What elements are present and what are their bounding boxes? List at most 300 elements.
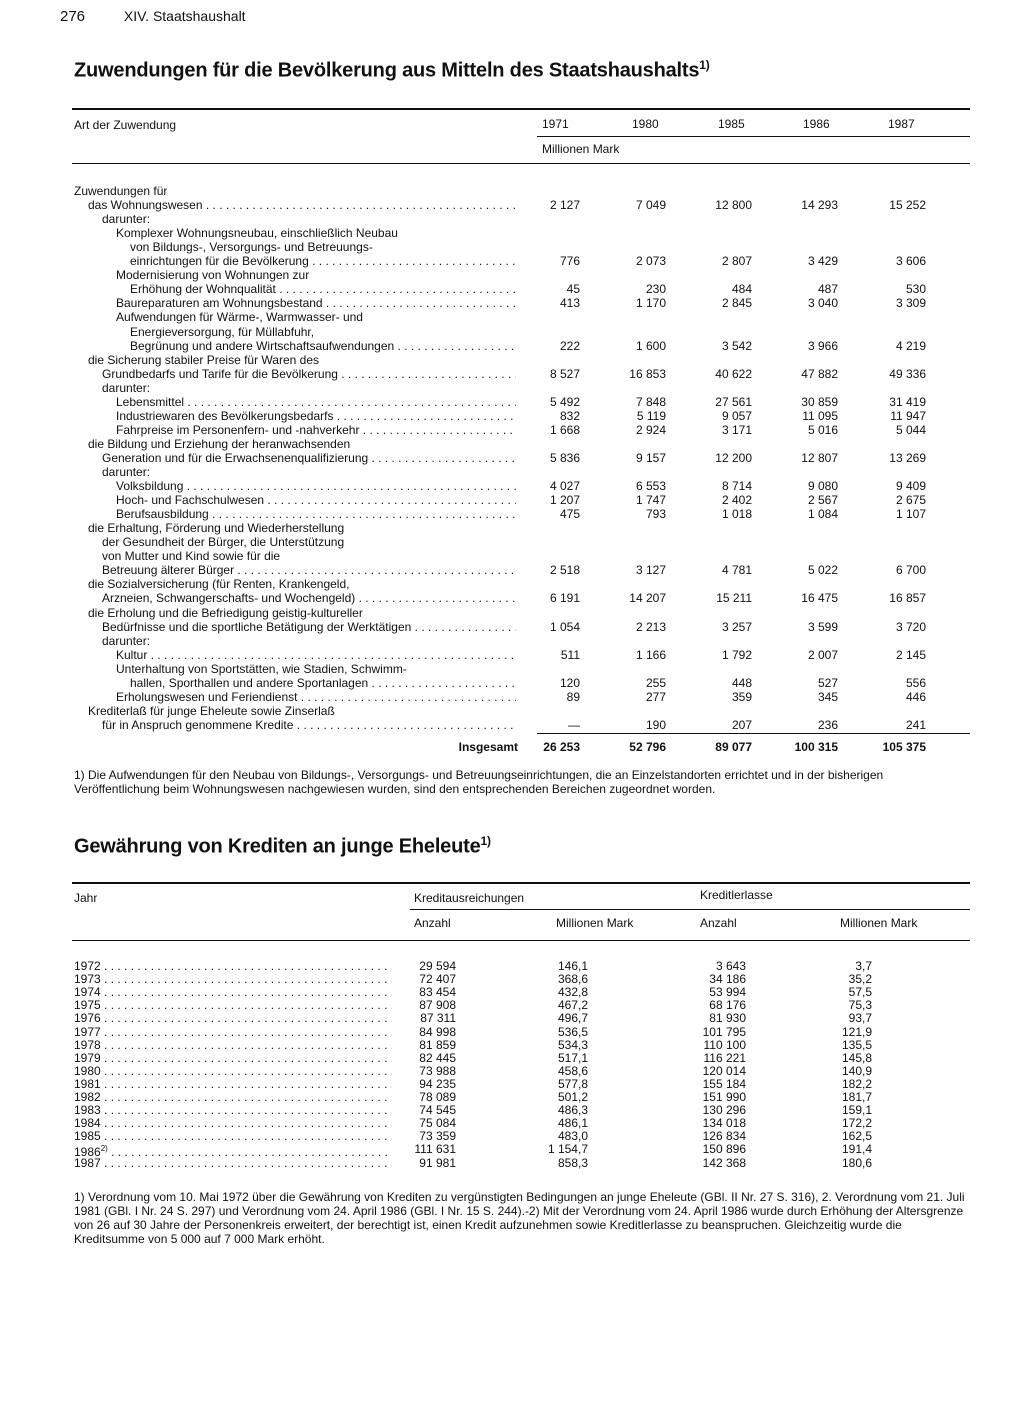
row-value-a1: 73 988 xyxy=(419,1063,456,1078)
year-label: 1972 . . . xyxy=(74,959,392,973)
row-label: die Erhaltung, Förderung und Wiederherstellung xyxy=(88,521,345,536)
table-row xyxy=(0,310,1024,324)
table-row xyxy=(0,1116,1024,1130)
row-label: einrichtungen für die Bevölkerung . . . xyxy=(130,254,516,268)
row-value: 40 622 xyxy=(715,366,752,381)
row-label: darunter: xyxy=(102,465,151,479)
row-label: Arzneien, Schwangerschafts- und Wochengeld) . . . xyxy=(102,591,516,605)
row-label: von Bildungs-, Versorgungs- und Betreuungs- xyxy=(130,240,373,255)
row-label: Baureparaturen am Wohnungsbestand . . . xyxy=(116,296,516,310)
row-value: 11 095 xyxy=(802,408,838,423)
row-value-a2: 155 184 xyxy=(702,1076,746,1091)
table2-header-rule xyxy=(72,940,970,941)
table2-group-rule xyxy=(410,909,970,910)
row-value: 1 747 xyxy=(635,493,666,508)
year-header: 1971 xyxy=(542,117,569,131)
year-header: 1980 xyxy=(632,117,659,131)
table-row xyxy=(0,1064,1024,1078)
row-value-a2: 53 994 xyxy=(709,985,746,1000)
row-value-a1: 91 981 xyxy=(419,1155,456,1170)
row-value-m1: 1 154,7 xyxy=(547,1142,588,1157)
row-value-m1: 536,5 xyxy=(557,1024,588,1039)
table-row xyxy=(0,1142,1024,1160)
table2-sub-mio-2: Millionen Mark xyxy=(840,916,918,930)
row-value: 120 xyxy=(559,675,580,690)
row-value: 413 xyxy=(559,296,580,311)
row-value: 9 080 xyxy=(807,479,838,494)
row-label: das Wohnungswesen . . . xyxy=(88,198,516,212)
row-value-m2: 121,9 xyxy=(841,1024,872,1039)
row-value: 9 409 xyxy=(895,479,926,494)
table1-total-rule xyxy=(537,733,970,734)
row-value: 1 107 xyxy=(895,507,926,522)
row-value: 7 848 xyxy=(635,394,666,409)
table-row xyxy=(0,1011,1024,1025)
total-value: 105 375 xyxy=(882,740,926,754)
row-value: 1 166 xyxy=(635,647,666,662)
row-value: 49 336 xyxy=(889,366,926,381)
row-label: Fahrpreise im Personenfern- und -nahverkehr . . . xyxy=(116,423,516,437)
table-row xyxy=(0,563,1024,577)
row-value: 9 057 xyxy=(721,408,752,423)
row-value: 190 xyxy=(645,717,666,732)
row-label: Energieversorgung, für Müllabfuhr, xyxy=(130,324,315,339)
row-value-a2: 81 930 xyxy=(709,1011,746,1026)
row-value: — xyxy=(568,717,580,732)
row-value: 1 668 xyxy=(549,422,580,437)
row-label: darunter: xyxy=(102,380,151,395)
row-value-m1: 467,2 xyxy=(557,998,588,1013)
row-value-m1: 486,1 xyxy=(557,1116,588,1131)
year-label: 1977 . . . xyxy=(74,1025,392,1039)
row-value: 222 xyxy=(559,338,580,353)
table-row xyxy=(0,577,1024,591)
row-value: 832 xyxy=(559,408,580,423)
row-value-m1: 146,1 xyxy=(557,959,588,973)
year-label: 1981 . . . xyxy=(74,1077,392,1091)
table2-top-rule xyxy=(72,882,970,884)
table-row xyxy=(0,704,1024,718)
row-value: 484 xyxy=(731,282,752,297)
table-row xyxy=(0,493,1024,507)
row-value-m1: 432,8 xyxy=(557,985,588,1000)
row-label: hallen, Sporthallen und andere Sportanlagen . . . xyxy=(130,676,516,690)
table2-col-label: Jahr xyxy=(74,891,98,905)
row-value: 6 553 xyxy=(635,479,666,494)
row-value: 2 402 xyxy=(721,493,752,508)
row-value-m2: 3,7 xyxy=(855,959,872,973)
row-value: 7 049 xyxy=(635,198,666,213)
table-row xyxy=(0,339,1024,353)
table-row xyxy=(0,620,1024,634)
row-value-a1: 82 445 xyxy=(419,1050,456,1065)
row-value: 3 606 xyxy=(895,254,926,269)
row-value: 15 252 xyxy=(889,198,926,213)
year-label: 1984 . . . xyxy=(74,1116,392,1130)
row-value: 4 027 xyxy=(549,479,580,494)
row-value: 556 xyxy=(905,675,926,690)
total-value: 89 077 xyxy=(715,740,752,754)
row-value: 1 018 xyxy=(721,507,752,522)
row-value-a2: 120 014 xyxy=(702,1063,746,1078)
row-value-a1: 75 084 xyxy=(419,1116,456,1131)
row-value: 2 924 xyxy=(635,422,666,437)
row-value-a2: 110 100 xyxy=(703,1037,746,1052)
table-row xyxy=(0,479,1024,493)
row-value-a1: 72 407 xyxy=(419,972,456,987)
year-label: 1976 . . . xyxy=(74,1011,392,1025)
row-value-m1: 458,6 xyxy=(557,1063,588,1078)
row-value: 3 171 xyxy=(721,422,752,437)
row-label: Grundbedarfs und Tarife für die Bevölkerung . . . xyxy=(102,367,516,381)
row-value-a2: 151 990 xyxy=(702,1090,746,1104)
row-label: die Erholung und die Befriedigung geistig-kultureller xyxy=(88,605,363,620)
row-value: 2 145 xyxy=(895,647,926,662)
row-value: 31 419 xyxy=(889,394,926,409)
row-value-a1: 84 998 xyxy=(419,1024,456,1039)
table-row xyxy=(0,198,1024,212)
row-value: 530 xyxy=(905,282,926,297)
row-value: 446 xyxy=(905,689,926,704)
row-value: 3 542 xyxy=(721,338,752,353)
row-value-a2: 101 795 xyxy=(702,1024,746,1039)
year-label: 1982 . . . xyxy=(74,1090,392,1104)
section-title: XIV. Staatshaushalt xyxy=(123,8,246,24)
row-label: darunter: xyxy=(102,633,151,648)
table-row xyxy=(0,395,1024,409)
year-label: 1978 . . . xyxy=(74,1038,392,1052)
row-label: Hoch- und Fachschulwesen . . . xyxy=(116,493,516,507)
table-row xyxy=(0,1156,1024,1170)
row-value-a2: 150 896 xyxy=(702,1142,746,1157)
row-value-m2: 57,5 xyxy=(848,985,872,1000)
row-value: 1 054 xyxy=(549,619,580,634)
row-value: 6 191 xyxy=(549,591,580,606)
row-value: 6 700 xyxy=(895,563,926,578)
row-label: Berufsausbildung . . . xyxy=(116,507,516,521)
row-label: Volksbildung . . . xyxy=(116,479,516,493)
table-row xyxy=(0,662,1024,676)
row-value-a2: 34 186 xyxy=(709,972,746,987)
row-value: 3 966 xyxy=(807,338,838,353)
row-value-m2: 182,2 xyxy=(841,1076,872,1091)
row-label: Industriewaren des Bevölkerungsbedarfs . . . xyxy=(116,409,516,423)
row-value: 277 xyxy=(645,689,666,704)
table-row xyxy=(0,634,1024,648)
table2-group-2: Kreditlerlasse xyxy=(700,888,773,902)
row-value-a1: 81 859 xyxy=(419,1037,456,1052)
row-value: 11 947 xyxy=(890,408,926,423)
year-header: 1987 xyxy=(888,117,915,131)
row-value: 5 022 xyxy=(807,563,838,578)
row-value-a1: 87 311 xyxy=(420,1011,456,1026)
row-value: 776 xyxy=(559,254,580,269)
row-label: Aufwendungen für Wärme-, Warmwasser- und xyxy=(116,310,363,325)
row-label: Erhöhung der Wohnqualität . . . xyxy=(130,282,516,296)
row-value: 1 600 xyxy=(635,338,666,353)
row-value: 3 257 xyxy=(721,619,752,634)
row-label: von Mutter und Kind sowie für die xyxy=(102,549,281,564)
row-value: 236 xyxy=(817,717,838,732)
row-value-m1: 496,7 xyxy=(557,1011,588,1026)
total-label: Insgesamt xyxy=(458,740,518,754)
row-value: 14 293 xyxy=(801,198,838,213)
row-value: 16 475 xyxy=(801,591,838,606)
row-value-m1: 858,3 xyxy=(557,1155,588,1170)
row-value-m2: 180,6 xyxy=(841,1155,872,1170)
table2-sub-anzahl-1: Anzahl xyxy=(414,916,451,930)
row-value: 8 527 xyxy=(549,366,580,381)
row-label: darunter: xyxy=(102,212,151,227)
row-label: Krediterlaß für junge Eheleute sowie Zinserlaß xyxy=(88,703,335,718)
row-value: 207 xyxy=(731,717,752,732)
row-label: Bedürfnisse und die sportliche Betätigung der Werktätigen . . . xyxy=(102,620,516,634)
table-row xyxy=(0,972,1024,986)
row-value: 793 xyxy=(645,507,666,522)
table-row xyxy=(0,718,1024,732)
row-value-a2: 134 018 xyxy=(702,1116,746,1131)
row-value-m1: 534,3 xyxy=(557,1037,588,1052)
year-label: 1987 . . . xyxy=(74,1156,392,1170)
row-value: 2 807 xyxy=(721,254,752,269)
row-value-a1: 94 235 xyxy=(419,1076,456,1091)
page-number: 276 xyxy=(60,8,86,25)
row-label: Generation und für die Erwachsenenqualifizierung . . . xyxy=(102,451,516,465)
table-row xyxy=(0,521,1024,535)
row-value: 4 219 xyxy=(895,338,926,353)
row-value: 14 207 xyxy=(629,591,666,606)
row-label: Zuwendungen für xyxy=(74,184,168,198)
row-value: 5 836 xyxy=(549,450,580,465)
table1-col-label: Art der Zuwendung xyxy=(74,118,177,132)
row-value-m2: 135,5 xyxy=(841,1037,872,1052)
row-value: 527 xyxy=(817,675,838,690)
row-label: Komplexer Wohnungsneubau, einschließlich Neubau xyxy=(116,226,398,241)
row-value: 448 xyxy=(731,675,752,690)
year-label: 1974 . . . xyxy=(74,985,392,999)
row-value-a1: 29 594 xyxy=(419,959,456,973)
table-row xyxy=(0,591,1024,605)
row-value-m2: 162,5 xyxy=(841,1129,872,1144)
row-value: 16 857 xyxy=(889,591,926,606)
table1-total-row xyxy=(0,740,1024,754)
table-row xyxy=(0,212,1024,226)
table-row xyxy=(0,985,1024,999)
table-row xyxy=(0,690,1024,704)
table-row xyxy=(0,1129,1024,1143)
year-label: 1986$^{2)}$ . . . xyxy=(74,1142,392,1159)
table-row xyxy=(0,1038,1024,1052)
table2-sub-anzahl-2: Anzahl xyxy=(700,916,737,930)
table-row xyxy=(0,423,1024,437)
row-value: 487 xyxy=(817,282,838,297)
table1-title: Zuwendungen für die Bevölkerung aus Mitteln des Staatshaushalts$^{1)}$ xyxy=(74,58,710,82)
row-label: Lebensmittel . . . xyxy=(116,395,516,409)
row-value: 13 269 xyxy=(889,450,926,465)
year-label: 1980 . . . xyxy=(74,1064,392,1078)
table1-footnote: 1) Die Aufwendungen für den Neubau von Bildungs-, Versorgungs- und Betreuungseinrichtungen, die an Einzelstandorten errichtet und in der bisherigen Veröffentlichung beim Wohnungswesen nachgewiesen wurden, sind den entsprechenden Bereichen zugeordnet worden. xyxy=(74,768,884,796)
row-value-m2: 181,7 xyxy=(841,1090,872,1104)
row-label: Betreuung älterer Bürger . . . xyxy=(102,563,516,577)
row-value-m2: 93,7 xyxy=(848,1011,872,1026)
table-row xyxy=(0,437,1024,451)
row-value: 3 309 xyxy=(895,296,926,311)
table-row xyxy=(0,353,1024,367)
table-row xyxy=(0,184,1024,198)
row-value-m2: 172,2 xyxy=(841,1116,872,1131)
row-value: 4 781 xyxy=(721,563,752,578)
row-value: 230 xyxy=(645,282,666,297)
table-row xyxy=(0,1051,1024,1065)
year-label: 1973 . . . xyxy=(74,972,392,986)
row-label: für in Anspruch genommene Kredite . . . xyxy=(102,718,516,732)
page-header xyxy=(60,8,246,25)
row-value: 2 007 xyxy=(807,647,838,662)
row-value: 5 016 xyxy=(807,422,838,437)
row-label: Erholungswesen und Feriendienst . . . xyxy=(116,690,516,704)
table-row xyxy=(0,606,1024,620)
table-row xyxy=(0,1025,1024,1039)
table-row xyxy=(0,451,1024,465)
table2-title: Gewährung von Krediten an junge Eheleute$^{1)}$ xyxy=(74,834,491,858)
row-value: 1 170 xyxy=(635,296,666,311)
year-label: 1979 . . . xyxy=(74,1051,392,1065)
row-label: Modernisierung von Wohnungen zur xyxy=(116,268,310,283)
table-row xyxy=(0,959,1024,973)
table1-unit: Millionen Mark xyxy=(542,142,620,156)
table-row xyxy=(0,676,1024,690)
row-value-a2: 142 368 xyxy=(702,1155,746,1170)
table-row xyxy=(0,507,1024,521)
row-value-a1: 83 454 xyxy=(419,985,456,1000)
year-header: 1985 xyxy=(718,117,745,131)
row-value-a2: 116 221 xyxy=(703,1050,746,1065)
row-value-a1: 87 908 xyxy=(419,998,456,1013)
row-value: 30 859 xyxy=(801,394,838,409)
row-value: 12 800 xyxy=(715,198,752,213)
row-value-m2: 191,4 xyxy=(841,1142,872,1157)
total-value: 26 253 xyxy=(543,740,580,754)
row-value: 2 073 xyxy=(635,254,666,269)
row-value: 241 xyxy=(905,717,926,732)
row-value-m2: 35,2 xyxy=(848,972,872,987)
row-value-a2: 130 296 xyxy=(702,1103,746,1118)
row-value: 16 853 xyxy=(629,366,666,381)
row-value: 3 720 xyxy=(895,619,926,634)
row-value: 12 200 xyxy=(715,450,752,465)
row-value: 2 567 xyxy=(807,493,838,508)
row-value: 1 207 xyxy=(549,493,580,508)
table-row xyxy=(0,1077,1024,1091)
table2-sub-mio-1: Millionen Mark xyxy=(556,916,634,930)
table-row xyxy=(0,648,1024,662)
row-value-m2: 75,3 xyxy=(848,998,872,1013)
table-row xyxy=(0,1103,1024,1117)
row-value: 9 157 xyxy=(635,450,666,465)
row-value: 2 845 xyxy=(721,296,752,311)
table-row xyxy=(0,226,1024,240)
row-value-a2: 126 834 xyxy=(702,1129,746,1144)
table-row xyxy=(0,465,1024,479)
total-value: 100 315 xyxy=(794,740,838,754)
row-value: 3 040 xyxy=(807,296,838,311)
row-value: 3 429 xyxy=(807,254,838,269)
row-value-a1: 73 359 xyxy=(419,1129,456,1144)
row-value-m2: 140,9 xyxy=(841,1063,872,1078)
row-value: 89 xyxy=(566,689,580,704)
table2-group-1: Kreditausreichungen xyxy=(414,891,525,905)
row-value: 5 492 xyxy=(549,394,580,409)
table-row xyxy=(0,998,1024,1012)
row-value: 511 xyxy=(560,647,580,662)
row-value: 345 xyxy=(817,689,838,704)
row-value-m1: 501,2 xyxy=(557,1090,588,1104)
table2-footnote: 1) Verordnung vom 10. Mai 1972 über die Gewährung von Krediten zu vergünstigten Bedingungen an junge Eheleute (GBl. II Nr. 27 S. 316), 2. Verordnung vom 21. Juli 1981 (GBl. I Nr. 24 S. 297) und Verordnung vom 24. April 1986 (GBl. I Nr. 15 S. 244).-2) Mit der Verordnung vom 24. April 1986 wurde durch Erhöhung der Altersgrenze von 26 auf 30 Jahre der Personenkreis erweitert, der berechtigt ist, einen Kredit aufzunehmen sowie Kreditlerlasse zu beanspruchen. Gleichzeitig wurde die Kreditsumme von 5 000 auf 7 000 Mark erhöht. xyxy=(74,1190,965,1246)
table-row xyxy=(0,268,1024,282)
year-label: 1985 . . . xyxy=(74,1129,392,1143)
row-value-m1: 368,6 xyxy=(557,972,588,987)
table1-year-rule xyxy=(537,136,970,137)
year-label: 1983 . . . xyxy=(74,1103,392,1117)
row-value: 3 127 xyxy=(635,563,666,578)
table-row xyxy=(0,367,1024,381)
row-value: 1 792 xyxy=(721,647,752,662)
row-value: 15 211 xyxy=(716,591,752,606)
row-value: 12 807 xyxy=(801,450,838,465)
row-label: die Bildung und Erziehung der heranwachsenden xyxy=(88,436,351,451)
table-row xyxy=(0,381,1024,395)
row-label: der Gesundheit der Bürger, die Unterstützung xyxy=(102,535,345,550)
row-value-m1: 486,3 xyxy=(557,1103,588,1118)
row-value: 5 119 xyxy=(636,408,666,423)
row-value: 45 xyxy=(566,282,580,297)
table-row xyxy=(0,282,1024,296)
total-value: 52 796 xyxy=(629,740,666,754)
row-value: 359 xyxy=(731,689,752,704)
table-row xyxy=(0,296,1024,310)
row-value: 2 518 xyxy=(549,563,580,578)
table-row xyxy=(0,1090,1024,1104)
row-value-m2: 145,8 xyxy=(841,1050,872,1065)
row-value-a1: 111 631 xyxy=(414,1142,456,1157)
row-value: 475 xyxy=(559,507,580,522)
row-value: 27 561 xyxy=(715,394,752,409)
year-label: 1975 . . . xyxy=(74,998,392,1012)
row-value: 255 xyxy=(645,675,666,690)
table-row xyxy=(0,254,1024,268)
table-row xyxy=(0,549,1024,563)
row-value-m1: 517,1 xyxy=(557,1050,588,1065)
row-value: 1 084 xyxy=(807,507,838,522)
table1-header-rule xyxy=(72,163,970,164)
row-value: 8 714 xyxy=(721,479,752,494)
table-row xyxy=(0,325,1024,339)
row-value: 5 044 xyxy=(895,422,926,437)
table-row xyxy=(0,409,1024,423)
table1-top-rule xyxy=(72,108,970,110)
table-row xyxy=(0,240,1024,254)
row-value: 47 882 xyxy=(801,366,838,381)
row-label: die Sozialversicherung (für Renten, Krankengeld, xyxy=(88,577,350,592)
row-value: 2 675 xyxy=(895,493,926,508)
row-label: Begrünung und andere Wirtschaftsaufwendungen . . . xyxy=(130,339,516,353)
row-label: Unterhaltung von Sportstätten, wie Stadien, Schwimm- xyxy=(116,661,407,676)
row-value-m1: 577,8 xyxy=(557,1076,588,1091)
row-label: Kultur . . . xyxy=(116,648,516,662)
row-value-a1: 74 545 xyxy=(419,1103,456,1118)
row-value-a1: 78 089 xyxy=(419,1090,456,1104)
row-value-a2: 68 176 xyxy=(709,998,746,1013)
